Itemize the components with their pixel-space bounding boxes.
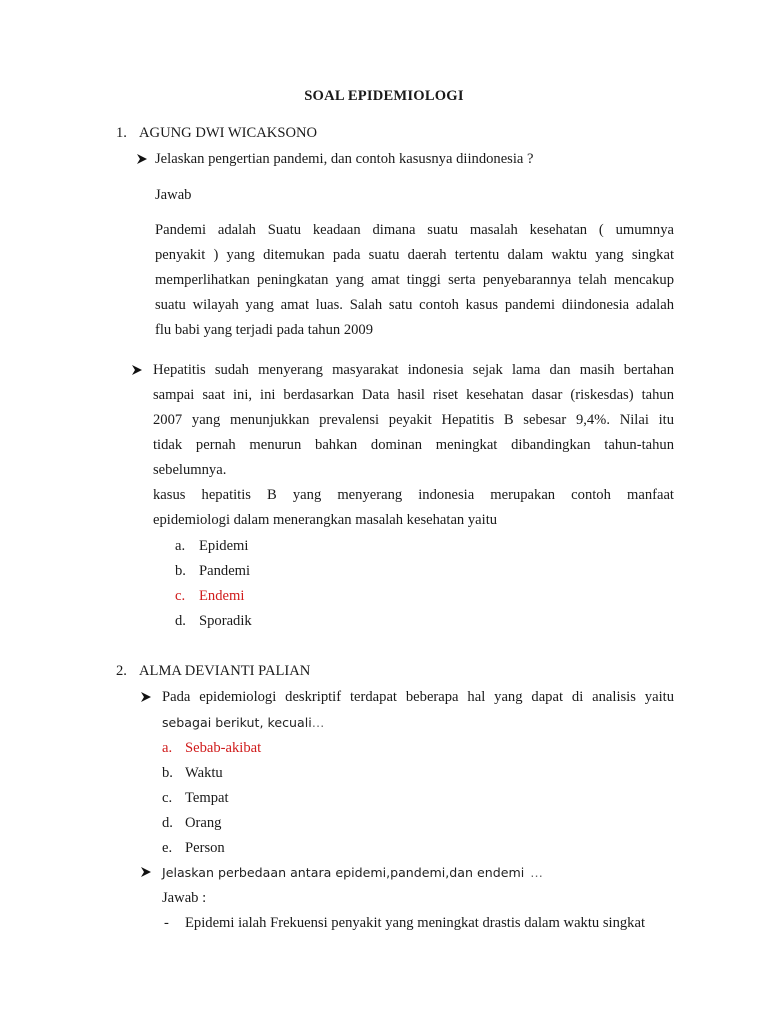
answer-line: flu babi yang terjadi pada tahun 2009 bbox=[155, 322, 374, 338]
option-text: Epidemi bbox=[199, 538, 249, 554]
option-letter-correct: c. bbox=[175, 588, 186, 604]
option-letter: c. bbox=[162, 790, 173, 806]
question-line: 2007 yang menunjukkan prevalensi peyakit Hepatitis B sebesar 9,4%. Nilai itu bbox=[153, 412, 674, 428]
option-letter: e. bbox=[162, 840, 173, 856]
option-text-correct: Endemi bbox=[199, 588, 245, 604]
question-line-text: Jelaskan perbedaan antara epidemi,pandemi,dan endemi bbox=[162, 865, 525, 880]
option-text: Pandemi bbox=[199, 563, 251, 579]
question-line: tidak pernah menurun bahkan dominan meningkat dibandingkan tahun-tahun bbox=[153, 437, 674, 453]
answer-line: Epidemi ialah Frekuensi penyakit yang meningkat drastis dalam waktu singkat bbox=[185, 915, 646, 931]
section-author: ALMA DEVIANTI PALIAN bbox=[139, 663, 311, 679]
answer-dash: - bbox=[164, 915, 169, 931]
option-text: Orang bbox=[185, 815, 222, 831]
answer-label: Jawab bbox=[155, 187, 192, 203]
question-line: kasus hepatitis B yang menyerang indonesia merupakan contoh manfaat bbox=[153, 487, 674, 503]
question-line-text: sebagai berikut, kecuali bbox=[162, 715, 312, 730]
option-text: Sporadik bbox=[199, 613, 252, 629]
question-text: Jelaskan pengertian pandemi, dan contoh kasusnya diindonesia ? bbox=[155, 151, 534, 167]
question-line: Pada epidemiologi deskriptif terdapat beberapa hal yang dapat di analisis yaitu bbox=[162, 689, 674, 705]
option-letter: b. bbox=[162, 765, 173, 781]
arrow-bullet-icon bbox=[136, 153, 150, 167]
ellipsis: … bbox=[311, 715, 325, 730]
question-line: sebelumnya. bbox=[153, 462, 227, 478]
option-letter: a. bbox=[175, 538, 186, 554]
answer-line: penyakit ) yang ditemukan pada suatu daerah tertentu dalam waktu yang singkat bbox=[155, 247, 674, 263]
option-letter: d. bbox=[175, 613, 186, 629]
option-text: Waktu bbox=[185, 765, 223, 781]
arrow-bullet-icon bbox=[140, 866, 154, 880]
option-text: Tempat bbox=[185, 790, 229, 806]
option-letter: b. bbox=[175, 563, 186, 579]
section-author: AGUNG DWI WICAKSONO bbox=[139, 125, 318, 141]
document-title: SOAL EPIDEMIOLOGI bbox=[304, 88, 464, 104]
ellipsis: … bbox=[530, 865, 543, 880]
option-letter-correct: a. bbox=[162, 740, 173, 756]
option-letter: d. bbox=[162, 815, 173, 831]
arrow-bullet-icon bbox=[140, 691, 154, 705]
section-number: 2. bbox=[116, 663, 127, 679]
question-line bbox=[162, 864, 543, 882]
question-line bbox=[162, 714, 324, 732]
arrow-bullet-icon bbox=[131, 364, 145, 378]
answer-line: memperlihatkan peningkatan yang amat tinggi serta penyebarannya telah mencakup bbox=[155, 272, 674, 288]
answer-line: suatu wilayah yang amat luas. Salah satu contoh kasus pandemi diindonesia adalah bbox=[155, 297, 674, 313]
option-text: Person bbox=[185, 840, 225, 856]
answer-line: Pandemi adalah Suatu keadaan dimana suatu masalah kesehatan ( umumnya bbox=[155, 222, 674, 238]
option-text-correct: Sebab-akibat bbox=[185, 740, 262, 756]
question-line: Hepatitis sudah menyerang masyarakat indonesia sejak lama dan masih bertahan bbox=[153, 362, 674, 378]
question-line: sampai saat ini, ini berdasarkan Data hasil riset kesehatan dasar (riskesdas) tahun bbox=[153, 387, 674, 403]
answer-label: Jawab : bbox=[162, 890, 207, 906]
question-line: epidemiologi dalam menerangkan masalah kesehatan yaitu bbox=[153, 512, 498, 528]
section-number: 1. bbox=[116, 125, 127, 141]
